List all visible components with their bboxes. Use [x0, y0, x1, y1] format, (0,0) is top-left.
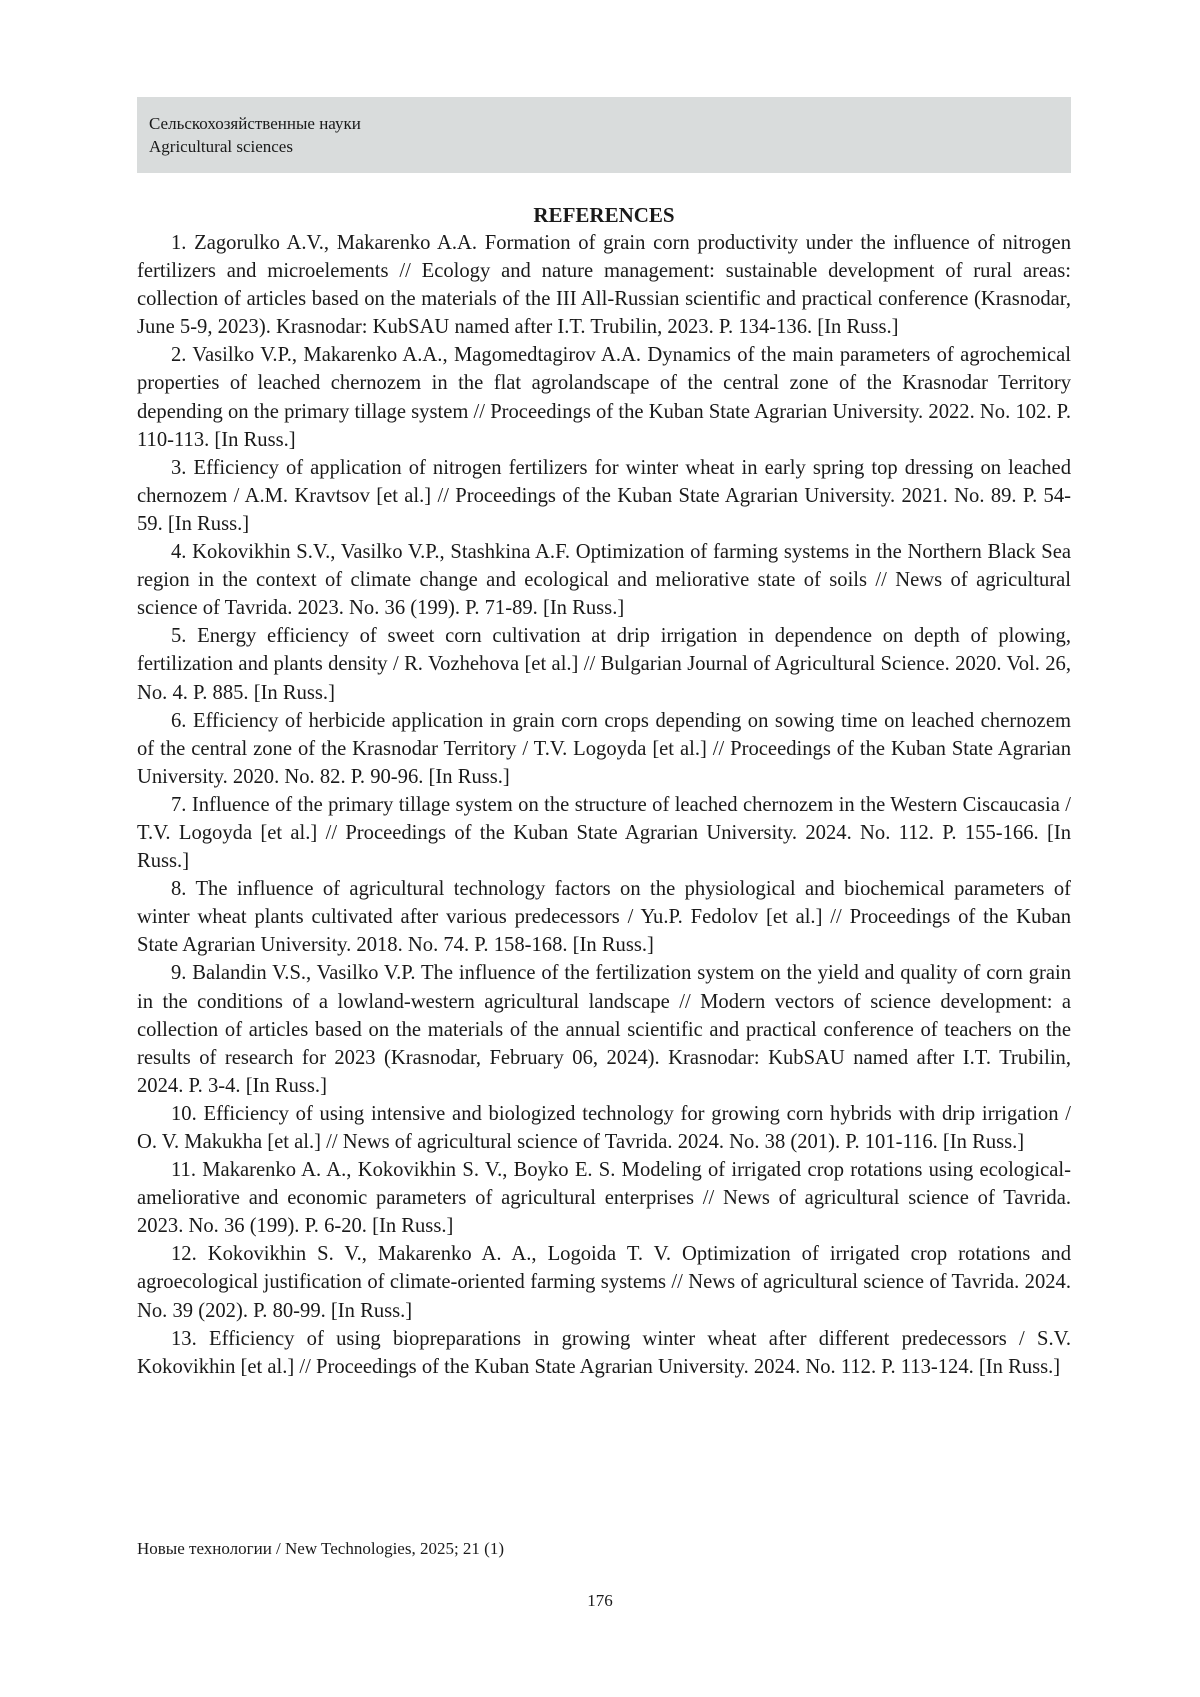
section-header	[137, 97, 1071, 173]
reference-item: 9. Balandin V.S., Vasilko V.P. The influence of the fertilization system on the yield and quality of corn grain in the conditions of a lowland-western agricultural landscape // Modern vectors of science development: a collection of articles based on the materials of the annual scientific and practical conference of teachers on the results of research for 2023 (Krasnodar, February 06, 2024). Krasnodar: KubSAU named after I.T. Trubilin, 2024. P. 3-4. [In Russ.]	[137, 962, 1071, 1097]
reference-item: 2. Vasilko V.P., Makarenko A.A., Magomedtagirov A.A. Dynamics of the main parameters of agrochemical properties of leached chernozem in the flat agrolandscape of the central zone of the Krasnodar Territory depending on the primary tillage system // Proceedings of the Kuban State Agrarian University. 2022. No. 102. P. 110-113. [In Russ.]	[137, 344, 1071, 451]
reference-item: 5. Energy efficiency of sweet corn cultivation at drip irrigation in dependence on depth of plowing, fertilization and plants density / R. Vozhehova [et al.] // Bulgarian Journal of Agricultural Science. 2020. Vol. 26, No. 4. P. 885. [In Russ.]	[137, 625, 1071, 704]
reference-item: 6. Efficiency of herbicide application in grain corn crops depending on sowing time on leached chernozem of the central zone of the Krasnodar Territory / T.V. Logoyda [et al.] // Proceedings of the Kuban State Agrarian University. 2020. No. 82. P. 90-96. [In Russ.]	[137, 709, 1071, 788]
reference-item: 7. Influence of the primary tillage system on the structure of leached chernozem in the Western Ciscaucasia / T.V. Logoyda [et al.] // Proceedings of the Kuban State Agrarian University. 2024. No. 112. P. 155-166. [In Russ.]	[137, 793, 1071, 873]
page-number: 176	[587, 1591, 613, 1610]
reference-item: 12. Kokovikhin S. V., Makarenko A. A., Logoida T. V. Optimization of irrigated crop rotations and agroecological justification of climate-oriented farming systems // News of agricultural science of Tavrida. 2024. No. 39 (202). P. 80-99. [In Russ.]	[137, 1243, 1071, 1322]
section-title-ru: Сельскохозяйственные науки	[149, 114, 361, 133]
reference-item: 13. Efficiency of using biopreparations in growing winter wheat after different predecessors / S.V. Kokovikhin [et al.] // Proceedings of the Kuban State Agrarian University. 2024. No. 112. P. 113-124. [In Russ.]	[137, 1327, 1071, 1378]
journal-footer: Новые технологии / New Technologies, 2025; 21 (1)	[137, 1539, 505, 1558]
references-heading: REFERENCES	[533, 203, 675, 227]
section-title-en: Agricultural sciences	[149, 137, 293, 156]
reference-item: 8. The influence of agricultural technology factors on the physiological and biochemical parameters of winter wheat plants cultivated after various predecessors / Yu.P. Fedolov [et al.] // Proceedings of the Kuban State Agrarian University. 2018. No. 74. P. 158-168. [In Russ.]	[137, 878, 1071, 957]
references-section	[137, 201, 1071, 1381]
reference-item: 1. Zagorulko A.V., Makarenko A.A. Formation of grain corn productivity under the influence of nitrogen fertilizers and microelements // Ecology and nature management: sustainable development of rural areas: collection of articles based on the materials of the III All-Russian scientific and practical conference (Krasnodar, June 5-9, 2023). Krasnodar: KubSAU named after I.T. Trubilin, 2023. P. 134-136. [In Russ.]	[137, 232, 1071, 339]
reference-item: 3. Efficiency of application of nitrogen fertilizers for winter wheat in early spring top dressing on leached chernozem / A.M. Kravtsov [et al.] // Proceedings of the Kuban State Agrarian University. 2021. No. 89. P. 54-59. [In Russ.]	[137, 456, 1071, 535]
reference-item: 11. Makarenko A. A., Kokovikhin S. V., Boyko E. S. Modeling of irrigated crop rotations using ecological-ameliorative and economic parameters of agricultural enterprises // News of agricultural science of Tavrida. 2023. No. 36 (199). P. 6-20. [In Russ.]	[137, 1159, 1071, 1238]
reference-item: 10. Efficiency of using intensive and biologized technology for growing corn hybrids with drip irrigation / O. V. Makukha [et al.] // News of agricultural science of Tavrida. 2024. No. 38 (201). P. 101-116. [In Russ.]	[137, 1102, 1071, 1153]
reference-item: 4. Kokovikhin S.V., Vasilko V.P., Stashkina A.F. Optimization of farming systems in the Northern Black Sea region in the context of climate change and ecological and meliorative state of soils // News of agricultural science of Tavrida. 2023. No. 36 (199). P. 71-89. [In Russ.]	[137, 541, 1071, 620]
